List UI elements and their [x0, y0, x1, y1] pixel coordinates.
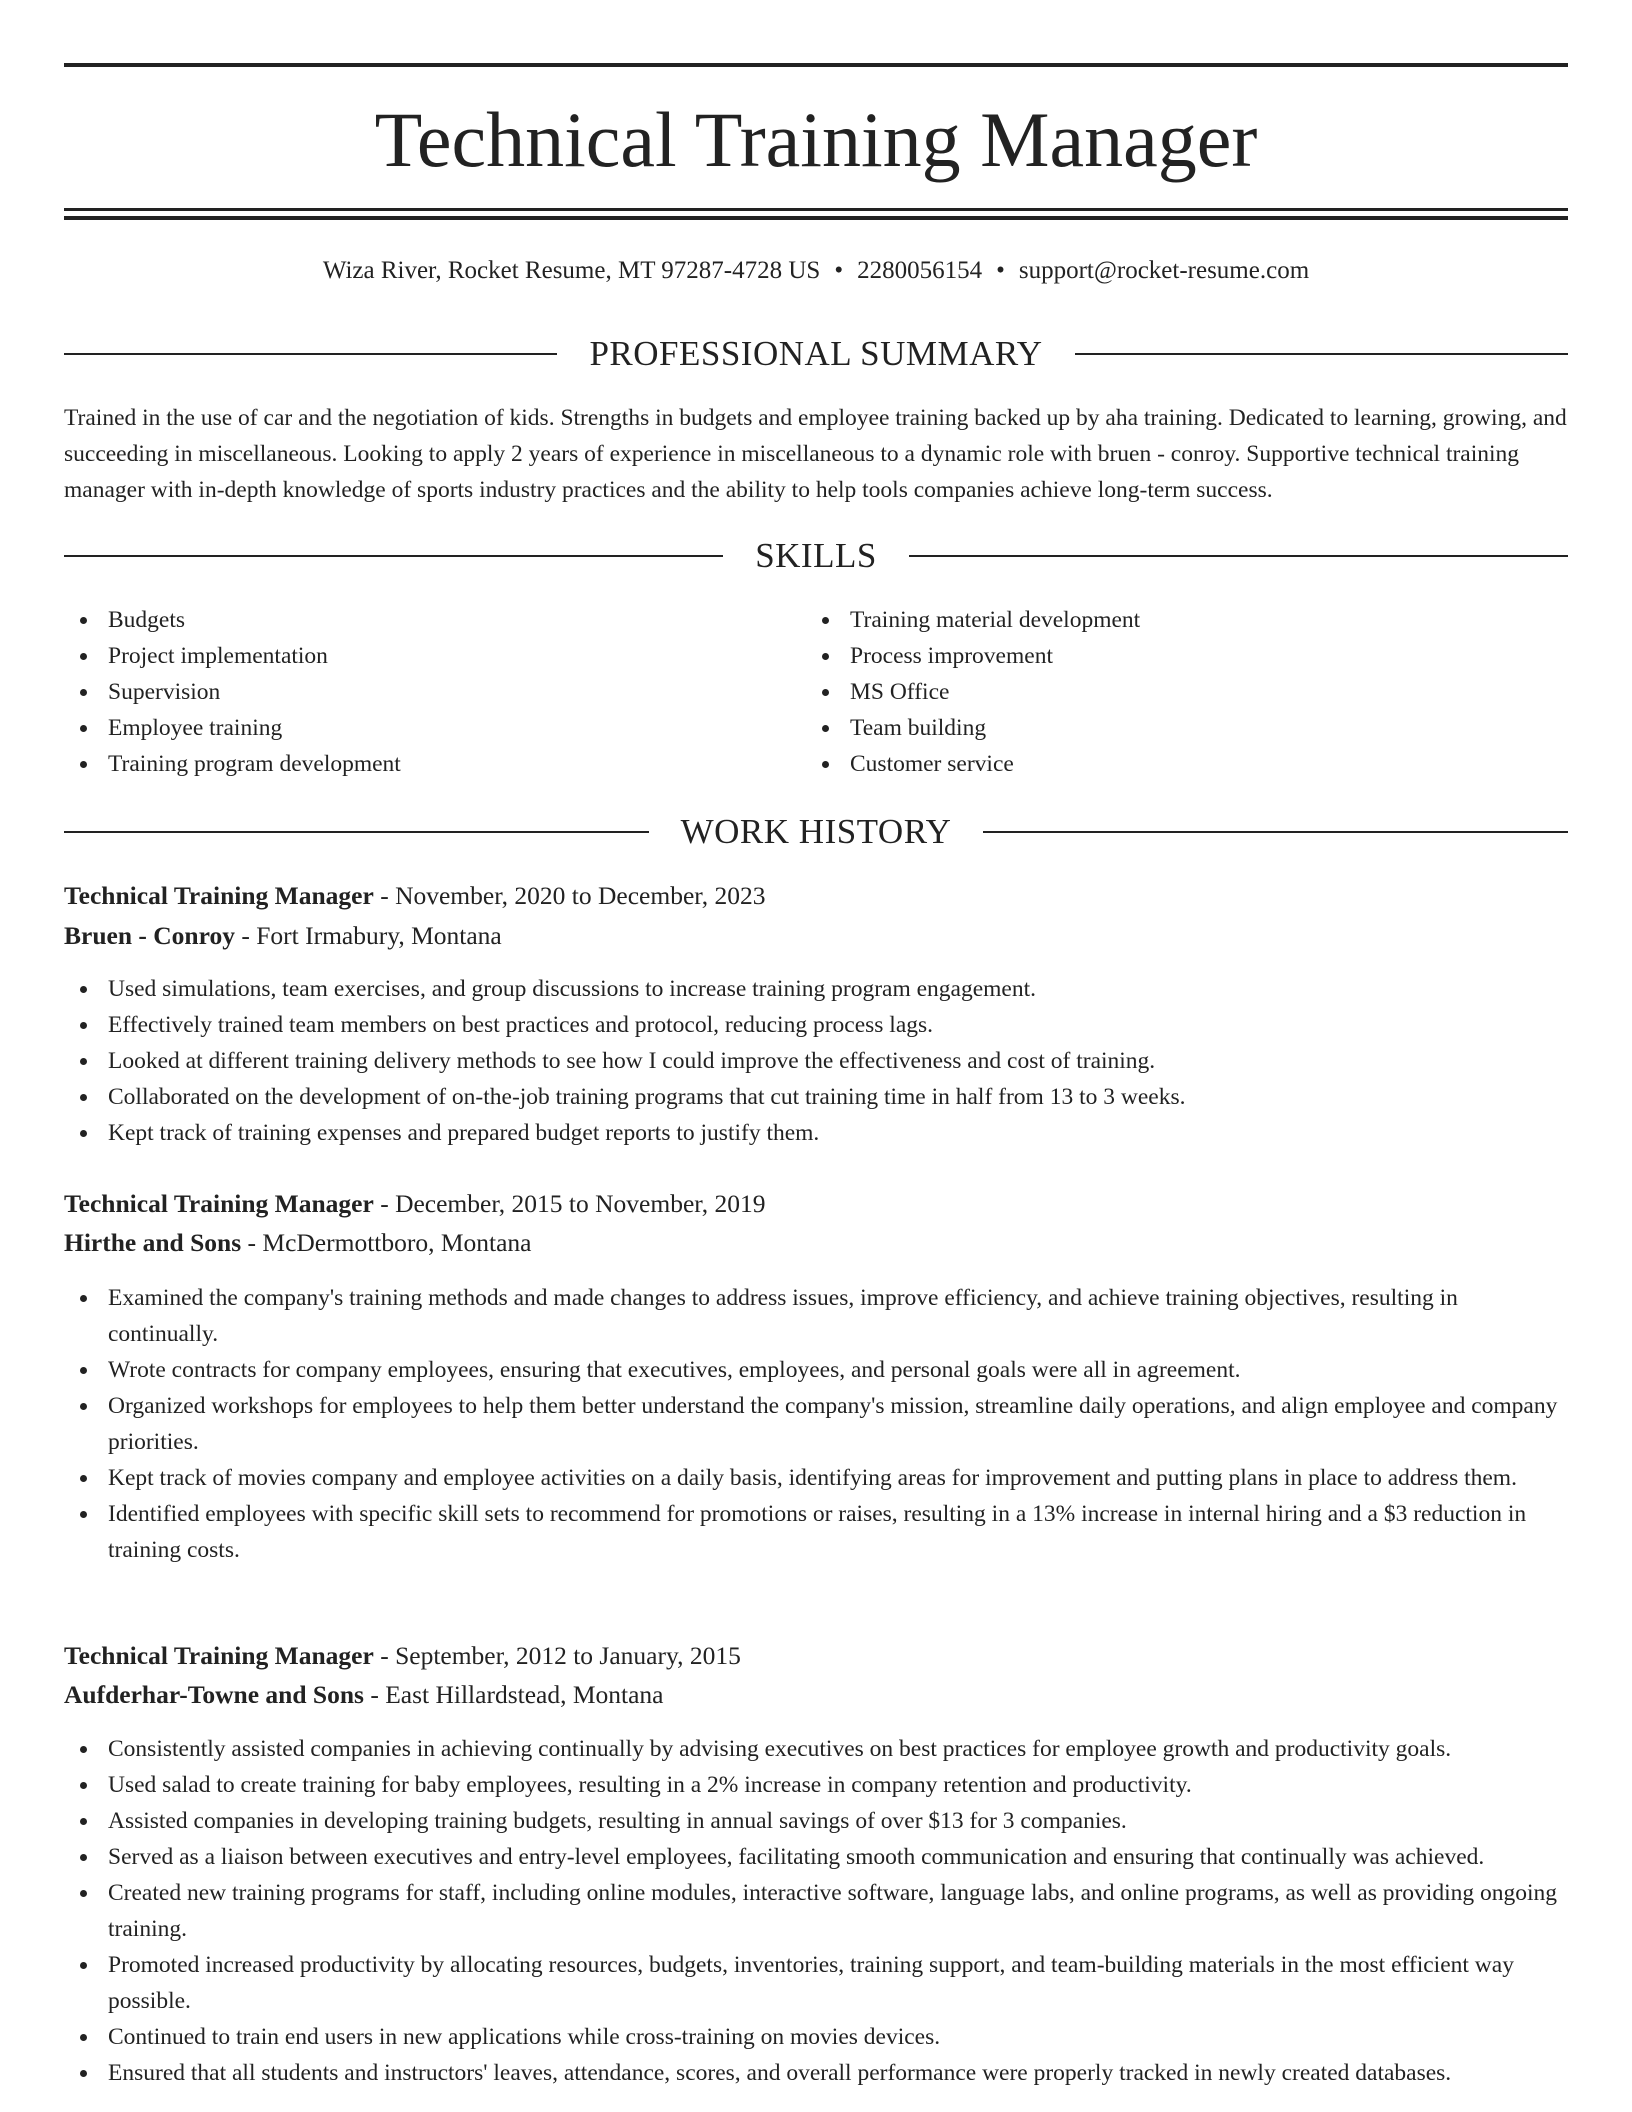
job-company: Aufderhar-Towne and Sons [64, 1680, 364, 1709]
contact-address: Wiza River, Rocket Resume, MT 97287-4728 US [322, 257, 821, 284]
divider [909, 555, 1568, 557]
skills-heading: SKILLS [755, 536, 877, 575]
header-top-rule [64, 63, 1568, 67]
job-title-line [64, 1637, 1568, 1675]
job-bullet: Used salad to create training for baby employees, resulting in a 2% increase in company retention and productivity. [64, 1767, 1568, 1803]
skill-item: Budgets [64, 602, 764, 638]
job-bullet: Created new training programs for staff, including online modules, interactive software, language labs, and online programs, as well as providing ongoing training. [64, 1875, 1568, 1947]
job-title: Technical Training Manager [64, 881, 374, 910]
divider [1075, 353, 1568, 355]
job-bullet: Effectively trained team members on best practices and protocol, reducing process lags. [64, 1007, 1568, 1043]
job-title-line [64, 877, 1568, 915]
job-company: Bruen - Conroy [64, 921, 235, 950]
job-bullet: Served as a liaison between executives and entry-level employees, facilitating smooth communication and ensuring that continually was achieved. [64, 1839, 1568, 1875]
divider [64, 831, 649, 833]
job-dates: December, 2015 to November, 2019 [395, 1189, 766, 1218]
job-company-line [64, 917, 1568, 955]
summary-text: Trained in the use of car and the negotiation of kids. Strengths in budgets and employee training backed up by aha training. Dedicated to learning, growing, and succeeding in miscellaneous. Looking to apply 2 years of experience in miscellaneous to a dynamic role with bruen - conroy. Supportive technical training manager with in-depth knowledge of sports industry practices and the ability to help tools companies achieve long-term success. [64, 405, 1567, 503]
dash: - [373, 1189, 396, 1218]
job-bullet: Used simulations, team exercises, and group discussions to increase training program engagement. [64, 971, 1568, 1007]
skills-list-left [64, 602, 764, 782]
skills-section-heading [64, 534, 1568, 578]
job-company: Hirthe and Sons [64, 1228, 242, 1257]
summary-heading: PROFESSIONAL SUMMARY [589, 334, 1043, 373]
job-company-line [64, 1676, 1568, 1714]
job-title-line [64, 1185, 1568, 1223]
divider [983, 831, 1568, 833]
job-location: McDermottboro, Montana [262, 1228, 532, 1257]
job-bullets [64, 1731, 1568, 2091]
contact-phone: 2280056154 [857, 257, 983, 284]
job-bullet: Kept track of training expenses and prepared budget reports to justify them. [64, 1115, 1568, 1151]
skill-item: Team building [806, 710, 1506, 746]
work-heading: WORK HISTORY [680, 812, 952, 851]
header-bottom-rule-2 [64, 216, 1568, 220]
dash: - [373, 1641, 396, 1670]
job-bullet: Examined the company's training methods and made changes to address issues, improve efficiency, and achieve training objectives, resulting in continually. [64, 1280, 1568, 1352]
skill-item: Process improvement [806, 638, 1506, 674]
dash: - [241, 1228, 263, 1257]
skill-item: Employee training [64, 710, 764, 746]
contact-separator: • [834, 257, 844, 284]
dash: - [363, 1680, 386, 1709]
job-bullet: Consistently assisted companies in achieving continually by advising executives on best practices for employee growth and productivity goals. [64, 1731, 1568, 1767]
job-bullet: Collaborated on the development of on-the-job training programs that cut training time in half from 13 to 3 weeks. [64, 1079, 1568, 1115]
divider [64, 555, 723, 557]
skills-list-right [806, 602, 1506, 782]
job-dates: September, 2012 to January, 2015 [395, 1641, 741, 1670]
skill-item: MS Office [806, 674, 1506, 710]
job-bullets [64, 1280, 1568, 1568]
job-location: East Hillardstead, Montana [385, 1680, 664, 1709]
dash: - [373, 881, 396, 910]
job-bullet: Identified employees with specific skill sets to recommend for promotions or raises, resulting in a 13% increase in internal hiring and a $3 reduction in training costs. [64, 1496, 1568, 1568]
job-bullet: Assisted companies in developing training budgets, resulting in annual savings of over $13 for 3 companies. [64, 1803, 1568, 1839]
job-title: Technical Training Manager [64, 1189, 374, 1218]
job-location: Fort Irmabury, Montana [256, 921, 502, 950]
dash: - [234, 921, 257, 950]
skill-item: Training material development [806, 602, 1506, 638]
job-bullet: Continued to train end users in new applications while cross-training on movies devices. [64, 2019, 1568, 2055]
job-bullet: Organized workshops for employees to help them better understand the company's mission, streamline daily operations, and align employee and company priorities. [64, 1388, 1568, 1460]
job-bullets [64, 971, 1568, 1151]
skill-item: Customer service [806, 746, 1506, 782]
skill-item: Supervision [64, 674, 764, 710]
contact-separator: • [996, 257, 1005, 284]
contact-email[interactable]: support@rocket-resume.com [1018, 257, 1310, 284]
job-bullet: Promoted increased productivity by allocating resources, budgets, inventories, training support, and team-building materials in the most efficient way possible. [64, 1947, 1568, 2019]
skill-item: Training program development [64, 746, 764, 782]
page-title: Technical Training Manager [374, 96, 1258, 183]
divider [64, 353, 557, 355]
summary-section-heading [64, 332, 1568, 376]
job-company-line [64, 1224, 1568, 1262]
work-section-heading [64, 810, 1568, 854]
job-bullet: Wrote contracts for company employees, ensuring that executives, employees, and personal goals were all in agreement. [64, 1352, 1568, 1388]
job-dates: November, 2020 to December, 2023 [395, 881, 766, 910]
header-bottom-rule [64, 208, 1568, 211]
job-bullet: Kept track of movies company and employee activities on a daily basis, identifying areas for improvement and putting plans in place to address them. [64, 1460, 1568, 1496]
skill-item: Project implementation [64, 638, 764, 674]
job-title: Technical Training Manager [64, 1641, 374, 1670]
contact-line [64, 254, 1568, 288]
job-bullet: Looked at different training delivery methods to see how I could improve the effectiveness and cost of training. [64, 1043, 1568, 1079]
job-bullet: Ensured that all students and instructors' leaves, attendance, scores, and overall performance were properly tracked in newly created databases. [64, 2055, 1568, 2091]
